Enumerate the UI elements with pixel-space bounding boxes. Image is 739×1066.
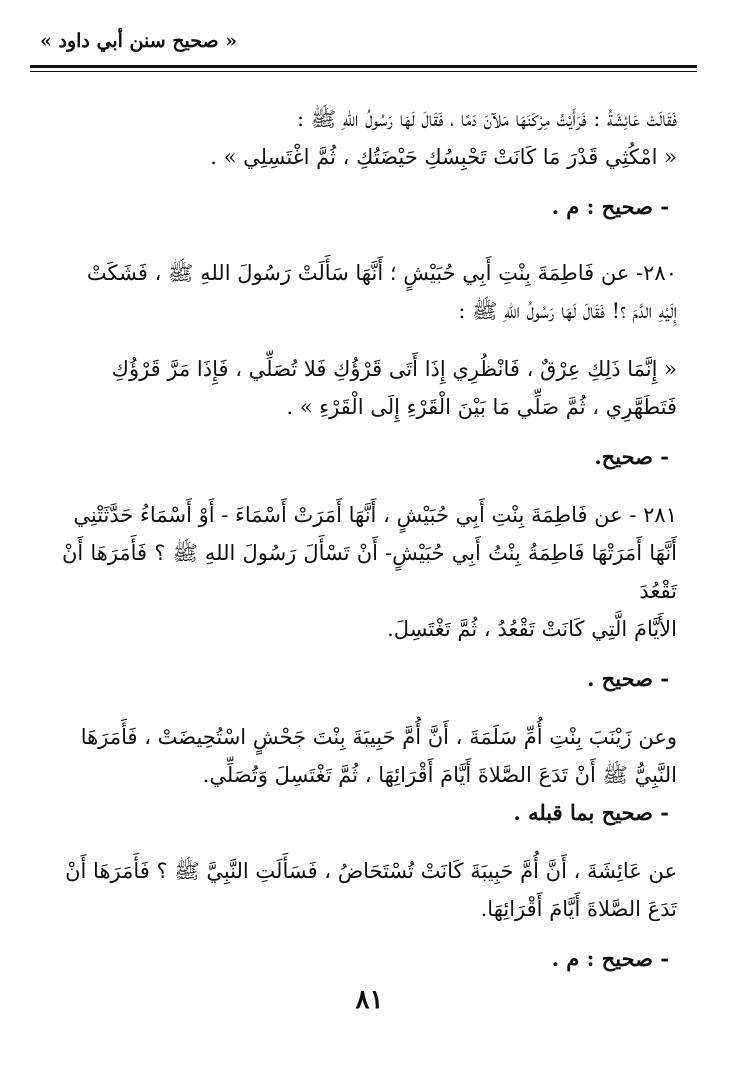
text-line: ٢٨١ - عن فَاطِمَةَ بِنْتِ أَبِي حُبَيْشٍ ، أَنَّهَا أَمَرَتْ أَسْمَاءَ - أَوْ أَسْمَاءُ حَدَّثَتْنِي: [73, 503, 677, 527]
text-line: النَّبِيُّ ﷺ أَنْ تَدَعَ الصَّلاةَ أَيَّامَ أَقْرَائِهَا ، ثُمَّ تَغْتَسِلَ وَتُصَلِّي.: [202, 763, 677, 787]
hadith-text: [62, 852, 677, 928]
text-line: « امْكُثِي قَدْرَ مَا كَانَتْ تَحْبِسُكِ حَيْضَتُكِ ، ثُمَّ اغْتَسِلِي » .: [210, 145, 677, 169]
text-line: فَقَالَتْ عَائِشَةُ : فَرَأَيْتُ مِرْكَنَهَا مَلآنَ دَمًا ، فَقَالَ لَهَا رَسُولُ اللهِ ﷺ :: [296, 107, 677, 131]
running-header: « صحيح سنن أبي داود »: [40, 30, 238, 52]
text-line: عن عَائِشَةَ ، أَنَّ أُمَّ حَبِيبَةَ كَانَتْ تُسْتَحَاضُ ، فَسَأَلَتِ النَّبِيَّ ﷺ ؟ فَأَمَرَهَا أَنْ: [65, 859, 677, 883]
grading-verdict: - صحيح .: [587, 666, 669, 691]
text-line: أَنَّهَا أَمَرَتْهَا فَاطِمَةُ بِنْتُ أَبِي حُبَيْشٍ- أَنْ تَسْأَلَ رَسُولَ اللهِ ﷺ ؟ فَأَمَرَهَا أَنْ تَقْعُدَ: [62, 541, 677, 603]
hadith-text: [62, 100, 677, 176]
body-text: [62, 100, 677, 978]
hadith-text: [62, 718, 677, 794]
text-line: « إِنَّمَا ذَلِكِ عِرْقٌ ، فَانْظُرِي إِذَا أَتَى قَرْؤُكِ فَلا تُصَلِّي ، فَإِذَا مَرَّ قَرْؤُكِ: [111, 357, 677, 381]
hadith-text: [62, 350, 677, 426]
text-line: تَدَعَ الصَّلاةَ أَيَّامَ أَقْرَائِهَا.: [480, 897, 677, 921]
grading-verdict: - صحيح.: [594, 444, 669, 469]
grading-verdict: - صحيح : م .: [551, 194, 669, 219]
header-rule-thick: [30, 65, 697, 68]
text-line: إِلَيْهِ الدَّمَ ؟! فَقَالَ لَهَا رَسُولُ اللهِ ﷺ :: [458, 299, 677, 323]
header-rule-thin: [30, 71, 697, 72]
grading-verdict: - صحيح بما قبله .: [513, 800, 669, 825]
grading-verdict: - صحيح : م .: [551, 946, 669, 971]
page-number: ٨١: [355, 985, 384, 1015]
hadith-text: [62, 254, 677, 330]
text-line: الأَيَّامَ الَّتِي كَانَتْ تَقْعُدُ ، ثُمَّ تَغْتَسِلَ.: [387, 617, 677, 641]
hadith-text: [62, 496, 677, 648]
text-line: ٢٨٠- عن فَاطِمَةَ بِنْتِ أَبِي حُبَيْشٍ ؛ أَنَّهَا سَأَلَتْ رَسُولَ اللهِ ﷺ ، فَشَكَتْ: [86, 261, 677, 285]
text-line: فَتَطَهَّرِي ، ثُمَّ صَلِّي مَا بَيْنَ الْقَرْءِ إِلَى الْقَرْءِ » .: [286, 395, 677, 419]
text-line: وعن زَيْنَبَ بِنْتِ أُمِّ سَلَمَةَ ، أَنَّ أُمَّ حَبِيبَةَ بِنْتَ جَحْشٍ اسْتُحِيضَتْ ، فَأَمَرَهَا: [80, 725, 677, 749]
